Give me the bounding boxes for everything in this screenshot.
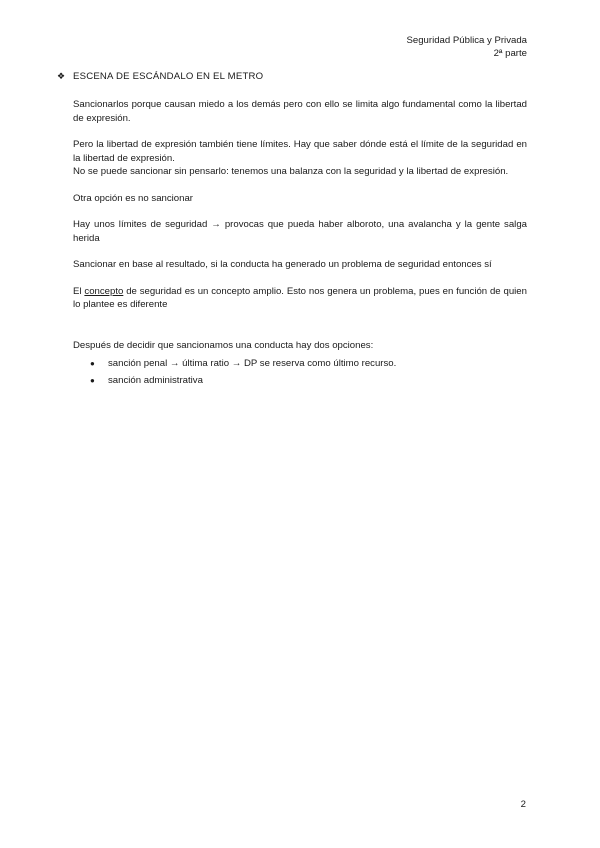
bullet-dot-icon: ● [90,359,95,368]
paragraph-2: Pero la libertad de expresión también tiene límites. Hay que saber dónde está el límite de la seguridad en la libertad de expresión. [73,139,527,164]
paragraph-7 [73,285,527,312]
list-item [90,374,527,388]
list-item-text: sanción penal → última ratio → DP se reserva como último recurso. [108,358,397,369]
paragraph-7-start: El [73,285,85,297]
paragraph-5: Hay unos límites de seguridad → provocas que pueda haber alboroto, una avalancha y la gente salga herida [73,219,527,244]
diamond-bullet-icon: ❖ [57,71,66,81]
paragraph-3: No se puede sancionar sin pensarlo: tenemos una balanza con la seguridad y la libertad de expresión. [73,166,509,177]
underlined-term: concepto [84,285,124,297]
section-heading [57,71,263,82]
document-body [73,98,527,390]
paragraph-7-end: de seguridad es un concepto amplio. Esto nos genera un problema, pues en función de quien lo plantee es diferente [73,285,527,310]
header-title: Seguridad Pública y Privada [406,35,527,46]
bullet-dot-icon: ● [90,375,95,385]
paragraph-4: Otra opción es no sancionar [73,192,193,204]
paragraph-8: Después de decidir que sancionamos una conducta hay dos opciones: [73,339,374,351]
page-number: 2 [520,799,526,810]
section-heading-text: ESCENA DE ESCÁNDALO EN EL METRO [73,71,264,82]
paragraph-6: Sancionar en base al resultado, si la conducta ha generado un problema de seguridad entonces sí [73,259,492,270]
list-item-text: sanción administrativa [108,374,203,386]
page-header [406,34,527,60]
paragraph-1: Sancionarlos porque causan miedo a los demás pero con ello se limita algo fundamental como la libertad de expresión. [73,99,527,124]
list-item [90,357,527,371]
options-list [73,357,527,387]
header-subtitle: 2ª parte [493,48,527,59]
